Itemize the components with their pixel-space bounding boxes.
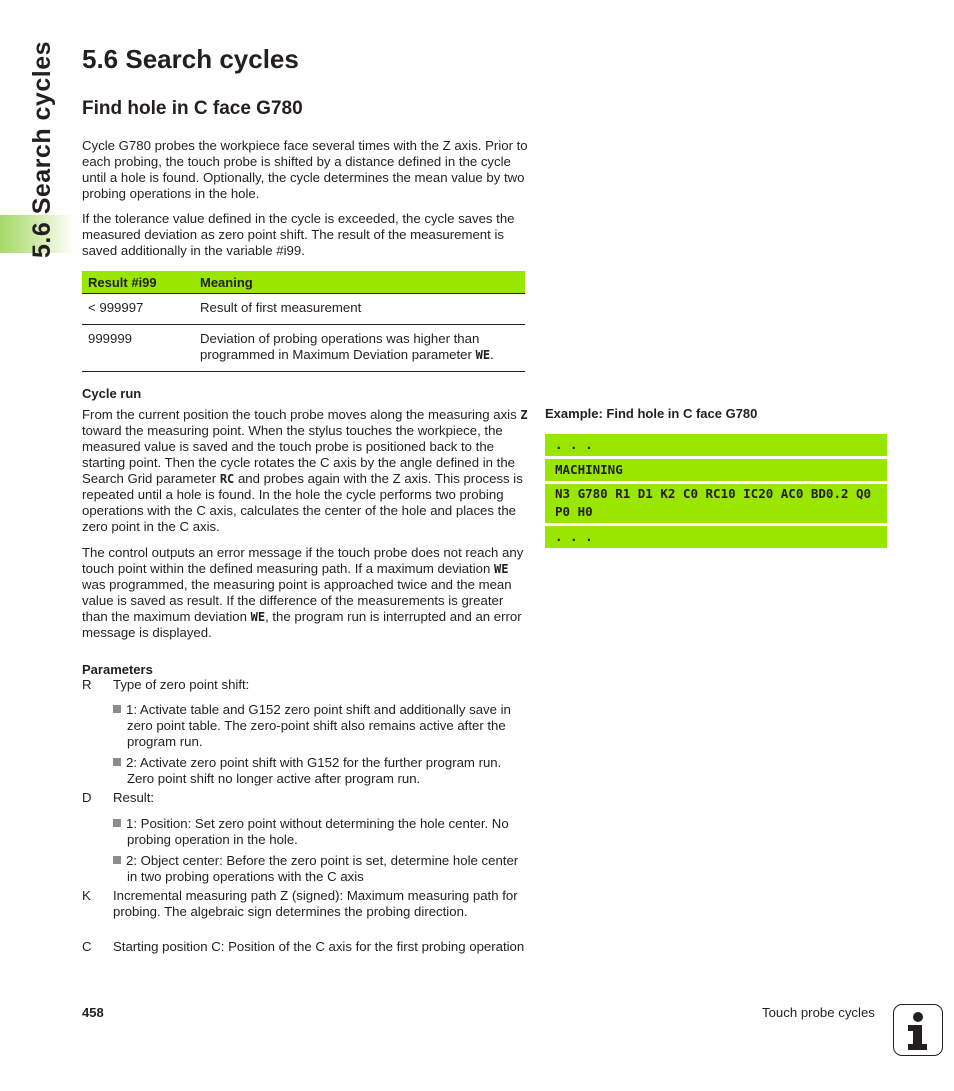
code-line: . . . [545,526,887,548]
table-row [82,325,525,372]
result-value: 999999 [82,325,194,372]
result-value: < 999997 [82,294,194,325]
info-icon [893,1004,943,1056]
table-row [82,294,525,325]
param-text: Result: [113,790,155,805]
option-text: 1: Activate table and G152 zero point shift and additionally save in zero point table. The zero-point shift also remains active after the program run. [126,702,511,749]
result-meaning: Deviation of probing operations was higher than programmed in Maximum Deviation parameter [200,331,480,362]
param-c [82,939,528,955]
page-number: 458 [82,1005,104,1020]
code-z: Z [520,408,528,422]
result-table-header [82,271,525,294]
code-rc: RC [219,472,235,486]
list-item [113,853,523,885]
param-k [82,888,528,920]
side-tab-label: 5.6 Search cycles [28,41,56,258]
bullet-square-icon [113,758,121,766]
cycle-run-paragraph-1 [82,407,528,535]
result-table [82,271,525,372]
code-we: WE [493,562,509,576]
param-key: K [82,888,91,903]
param-key: R [82,677,92,692]
text-run: toward the measuring point. When the stylus touches the workpiece, the measured value is saved and the touch probe is positioned back to the starting point. Then the cycle rotates the C axis by the angle defined in the Search Grid parameter [82,423,516,486]
text-run: From the current position the touch probe moves along the measuring axis [82,407,517,422]
list-item [113,755,523,787]
text-run: The control outputs an error message if the touch probe does not reach any touch point within the defined measuring path. If a maximum deviation [82,545,524,576]
bullet-square-icon [113,705,121,713]
param-text: Starting position C: Position of the C axis for the first probing operation [113,939,525,954]
code-line: . . . [545,434,887,456]
param-d [82,790,528,806]
param-text: Type of zero point shift: [113,677,250,692]
section-title: 5.6 Search cycles [82,44,299,74]
option-text: 2: Activate zero point shift with G152 for the further program run. Zero point shift no longer active after program run. [126,755,502,786]
list-item [113,816,523,848]
code-line: N3 G780 R1 D1 K2 C0 RC10 IC20 AC0 BD0.2 Q0 P0 H0 [545,484,887,523]
param-key: D [82,790,92,805]
bullet-square-icon [113,856,121,864]
param-r [82,677,528,693]
cycle-run-paragraph-2 [82,545,528,641]
param-key: C [82,939,92,954]
intro-paragraph-1: Cycle G780 probes the workpiece face several times with the Z axis. Prior to each probing, the touch probe is shifted by a distance defined in the cycle until a hole is found. Optionally, the cycle determines the mean value by two probing operations in the hole. [82,138,528,201]
intro-paragraph-2: If the tolerance value defined in the cycle is exceeded, the cycle saves the measured deviation as zero point shift. The result of the measurement is saved additionally in the variable #i99. [82,211,515,258]
text-run: and probes again with the Z axis. This process is repeated until a hole is found. In the hole the cycle performs two probing operations with the C axis, calculates the center of the hole and places the zero point in the C axis. [82,471,523,534]
code-we: WE [475,348,491,362]
bullet-square-icon [113,819,121,827]
header-meaning: Meaning [194,271,525,294]
subsection-title: Find hole in C face G780 [82,98,303,119]
meaning-suffix: . [490,347,494,362]
result-meaning: Result of first measurement [194,294,525,325]
param-text: Incremental measuring path Z (signed): Maximum measuring path for probing. The algebraic sign determines the probing direction. [113,888,518,919]
text-run: was programmed, the measuring point is approached twice and the mean value is saved as result. If the difference of the measurements is greater than the maximum deviation [82,577,512,624]
cycle-run-heading: Cycle run [82,386,142,401]
code-line: MACHINING [545,459,887,481]
text-run: , the program run is interrupted and an error message is displayed. [82,609,522,640]
option-text: 2: Object center: Before the zero point is set, determine hole center in two probing operations with the C axis [126,853,519,884]
chapter-footer: Touch probe cycles [762,1005,875,1020]
list-item [113,702,523,750]
header-result: Result #i99 [82,271,194,294]
code-we: WE [250,610,266,624]
example-title: Example: Find hole in C face G780 [545,406,758,421]
option-text: 1: Position: Set zero point without determining the hole center. No probing operation in the hole. [126,816,509,847]
result-meaning-cell [194,325,525,372]
parameters-heading: Parameters [82,662,153,677]
